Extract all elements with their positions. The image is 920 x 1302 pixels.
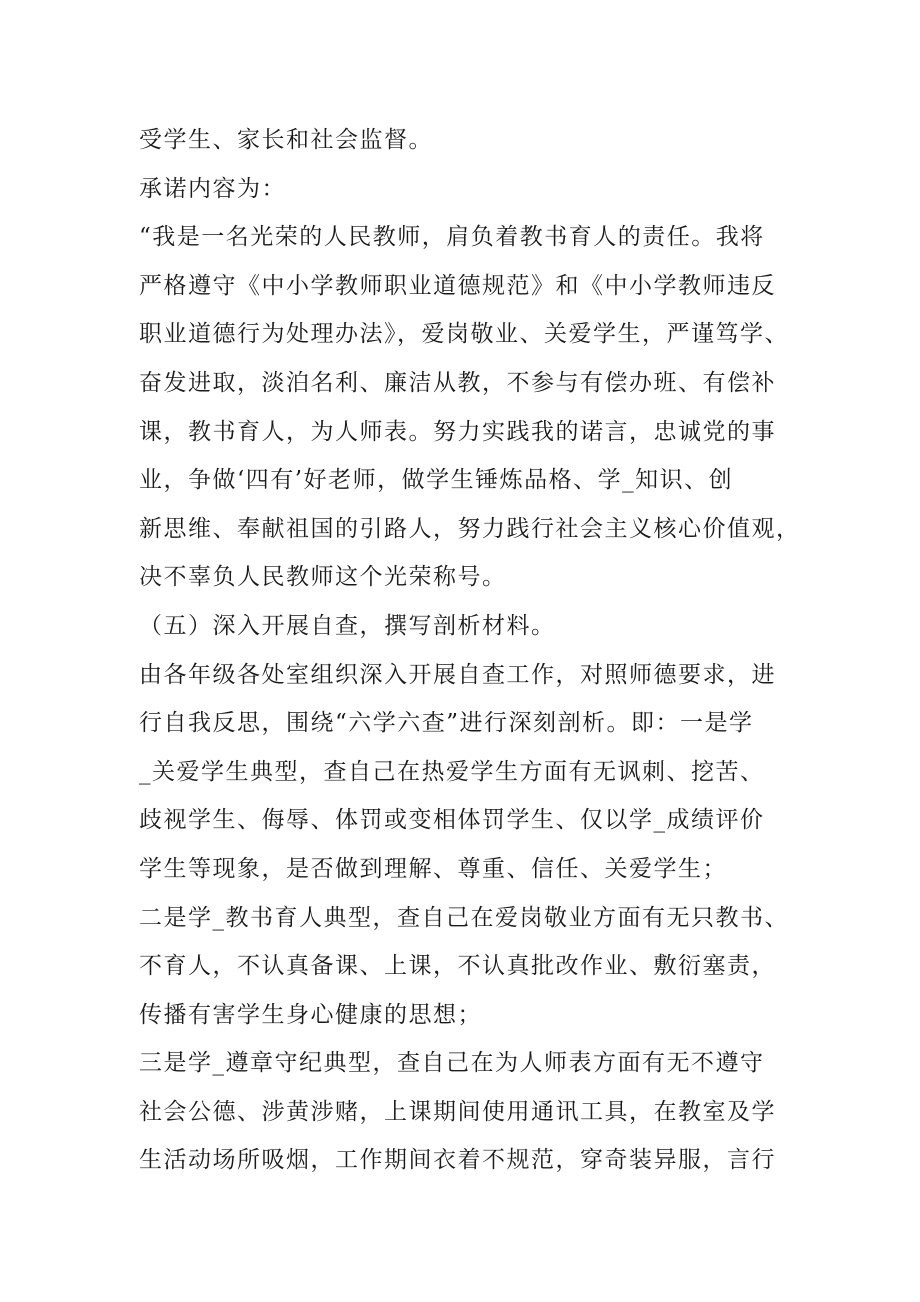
text-line: 由各年级各处室组织深入开展自查工作，对照师德要求，进: [139, 661, 776, 688]
text-line: 决不辜负人民教师这个光荣称号。: [139, 564, 507, 591]
text-line: 新思维、奉献祖国的引路人，努力践行社会主义核心价值观，: [139, 515, 801, 542]
text-line: 业，争做‘四有’好老师，做学生锤炼品格、学_知识、创: [139, 467, 734, 494]
text-line: 二是学_教书育人典型，查自己在爱岗敬业方面有无只教书、: [139, 904, 789, 931]
text-line: 社会公德、涉黄涉赌，上课期间使用通讯工具，在教室及学: [139, 1098, 776, 1125]
text-line: _关爱学生典型，查自己在热爱学生方面有无讽刺、挖苦、: [139, 758, 765, 785]
text-line: 生活动场所吸烟，工作期间衣着不规范，穿奇装异服，言行: [139, 1147, 776, 1174]
text-line: 严格遵守《中小学教师职业道德规范》和《中小学教师违反: [139, 272, 776, 299]
text-line: 不育人，不认真备课、上课，不认真批改作业、敷衍塞责，: [139, 953, 776, 980]
text-line: 学生等现象，是否做到理解、尊重、信任、关爱学生；: [139, 855, 727, 882]
text-line: 受学生、家长和社会监督。: [139, 127, 433, 153]
text-line: “我是一名光荣的人民教师，肩负着教书育人的责任。我将: [139, 224, 765, 251]
text-line: 奋发进取，淡泊名利、廉洁从教，不参与有偿办班、有偿补: [139, 369, 776, 396]
text-line: 行自我反思，围绕“六学六查”进行深刻剖析。即：一是学: [139, 710, 754, 737]
body-text: [139, 116, 799, 1185]
text-line: 承诺内容为：: [139, 175, 286, 202]
text-line: 课，教书育人，为人师表。努力实践我的诺言，忠诚党的事: [139, 418, 776, 445]
text-line: 传播有害学生身心健康的思想；: [139, 1001, 482, 1028]
text-line: 职业道德行为处理办法》，爱岗敬业、关爱学生，严谨笃学、: [139, 321, 789, 348]
text-line: 三是学_遵章守纪典型，查自己在为人师表方面有无不遵守: [139, 1050, 765, 1077]
text-line: 歧视学生、侮辱、体罚或变相体罚学生、仅以学_成绩评价: [139, 807, 765, 834]
section-heading: （五）深入开展自查，撰写剖析材料。: [139, 612, 556, 639]
